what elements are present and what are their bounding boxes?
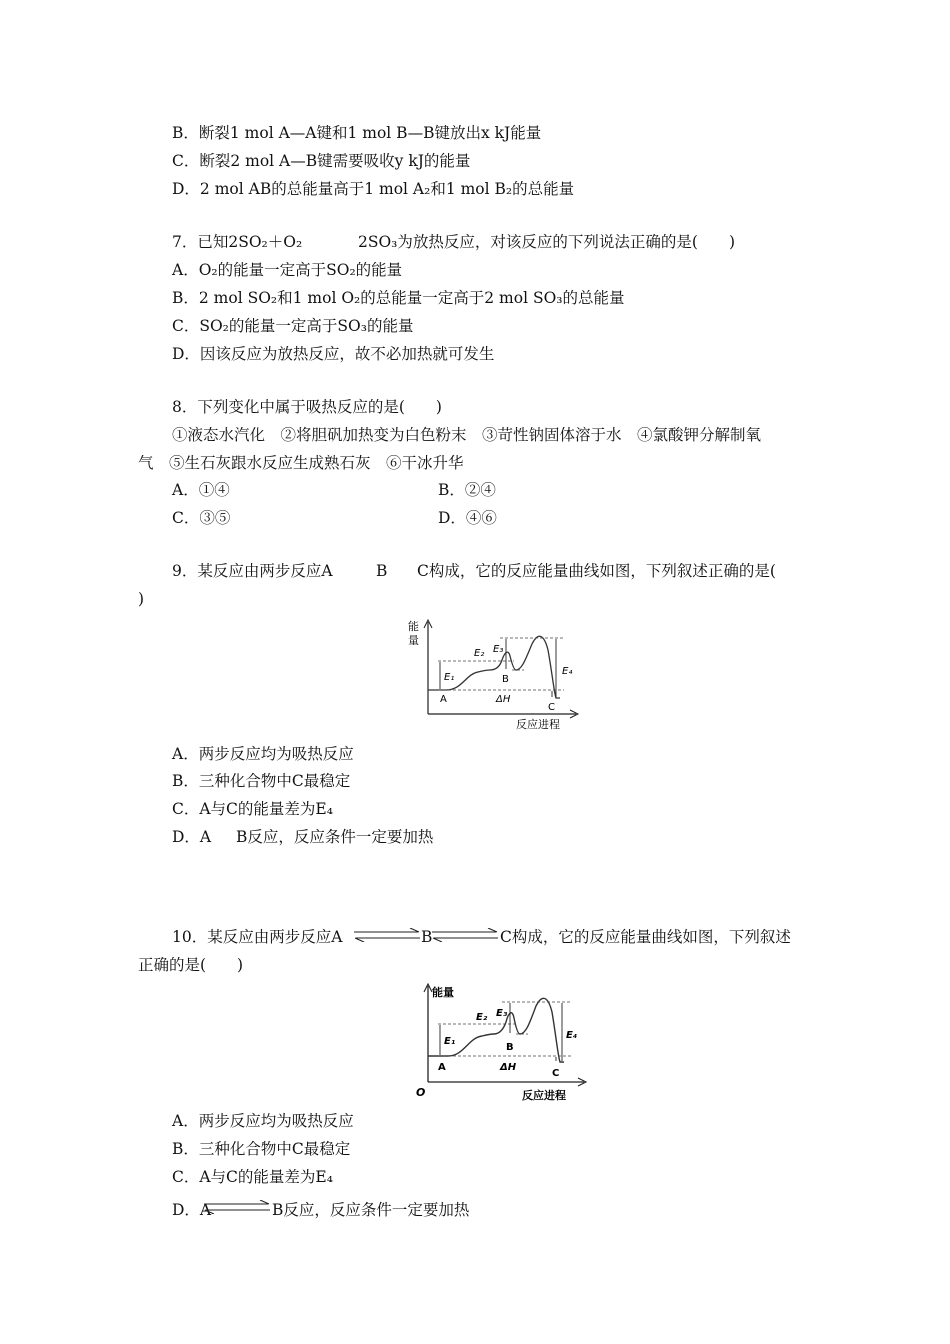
label-c: C	[552, 1068, 560, 1079]
equilibrium-arrow-2	[430, 928, 500, 942]
label-dh: ΔH	[500, 1062, 517, 1073]
label-e1: E₁	[444, 672, 455, 683]
label-b: B	[502, 674, 509, 685]
q10-option-b: B．三种化合物中C最稳定	[172, 1140, 351, 1158]
y-axis-label-2: 量	[408, 634, 419, 647]
label-b: B	[506, 1042, 514, 1053]
q8-option-c: C．③⑤	[172, 509, 231, 527]
label-e1: E₁	[444, 1036, 456, 1047]
q6-option-c: C．断裂2 mol A—B键需要吸收y kJ的能量	[172, 152, 471, 170]
x-axis-label: 反应进程	[516, 718, 560, 731]
origin-label: O	[416, 1086, 426, 1099]
q8-items-line2: 气 ⑤生石灰跟水反应生成熟石灰 ⑥干冰升华	[138, 454, 464, 472]
q9-option-d-a: D．A	[172, 828, 212, 846]
label-e4: E₄	[562, 666, 573, 677]
q9-option-d-b: B反应，反应条件一定要加热	[236, 828, 434, 846]
equilibrium-arrow-3	[202, 1200, 272, 1214]
q6-option-b: B．断裂1 mol A—A键和1 mol B—B键放出x kJ能量	[172, 124, 542, 142]
q8-option-b: B．②④	[438, 481, 496, 499]
q9-energy-diagram	[404, 616, 584, 734]
q10-option-d-a: D．A	[172, 1201, 212, 1219]
q10-energy-diagram	[404, 982, 594, 1104]
x-axis-label: 反应进程	[522, 1089, 566, 1102]
q10-stem-a: 10．某反应由两步反应A	[172, 928, 343, 946]
label-a: A	[440, 694, 447, 705]
label-e4: E₄	[566, 1030, 578, 1041]
q10-stem-c: C构成，它的反应能量曲线如图，下列叙述	[500, 928, 791, 946]
y-axis-label: 能量	[432, 986, 454, 999]
q10-option-c: C．A与C的能量差为E₄	[172, 1168, 333, 1186]
q9-stem-a: 9．某反应由两步反应A	[172, 562, 333, 580]
q10-stem-b: B	[421, 928, 433, 946]
q7-stem-a: 7．已知2SO₂＋O₂	[172, 233, 303, 251]
q10-option-d-b: B反应，反应条件一定要加热	[272, 1201, 470, 1219]
q7-option-c: C．SO₂的能量一定高于SO₃的能量	[172, 317, 414, 335]
q7-option-b: B．2 mol SO₂和1 mol O₂的总能量一定高于2 mol SO₃的总能量	[172, 289, 625, 307]
q7-stem-b: 2SO₃为放热反应，对该反应的下列说法正确的是( )	[358, 233, 735, 251]
q9-stem-c: C构成，它的反应能量曲线如图，下列叙述正确的是(	[417, 562, 776, 580]
q8-stem: 8．下列变化中属于吸热反应的是( )	[172, 398, 442, 416]
q7-option-a: A．O₂的能量一定高于SO₂的能量	[172, 261, 403, 279]
y-axis-label-1: 能	[408, 620, 419, 633]
label-e2: E₂	[476, 1012, 488, 1023]
q9-option-c: C．A与C的能量差为E₄	[172, 800, 333, 818]
label-e3: E₃	[493, 644, 504, 655]
q10-option-a: A．两步反应均为吸热反应	[172, 1112, 354, 1130]
q9-option-a: A．两步反应均为吸热反应	[172, 745, 354, 763]
q10-stem-line2: 正确的是( )	[138, 956, 244, 974]
q9-option-b: B．三种化合物中C最稳定	[172, 772, 351, 790]
q7-option-d: D．因该反应为放热反应，故不必加热就可发生	[172, 345, 495, 363]
label-a: A	[438, 1062, 446, 1073]
q8-items-line1: ①液态水汽化 ②将胆矾加热变为白色粉末 ③苛性钠固体溶于水 ④氯酸钾分解制氧	[172, 426, 762, 444]
label-e2: E₂	[474, 648, 485, 659]
q9-stem-b: B	[376, 562, 388, 580]
label-c: C	[548, 702, 555, 713]
label-e3: E₃	[496, 1008, 508, 1019]
label-dh: ΔH	[496, 694, 511, 705]
q8-option-a: A．①④	[172, 481, 230, 499]
equilibrium-arrow-1	[352, 928, 422, 942]
q9-stem-close: )	[138, 590, 145, 608]
q6-option-d: D．2 mol AB的总能量高于1 mol A₂和1 mol B₂的总能量	[172, 180, 575, 198]
q8-option-d: D．④⑥	[438, 509, 497, 527]
